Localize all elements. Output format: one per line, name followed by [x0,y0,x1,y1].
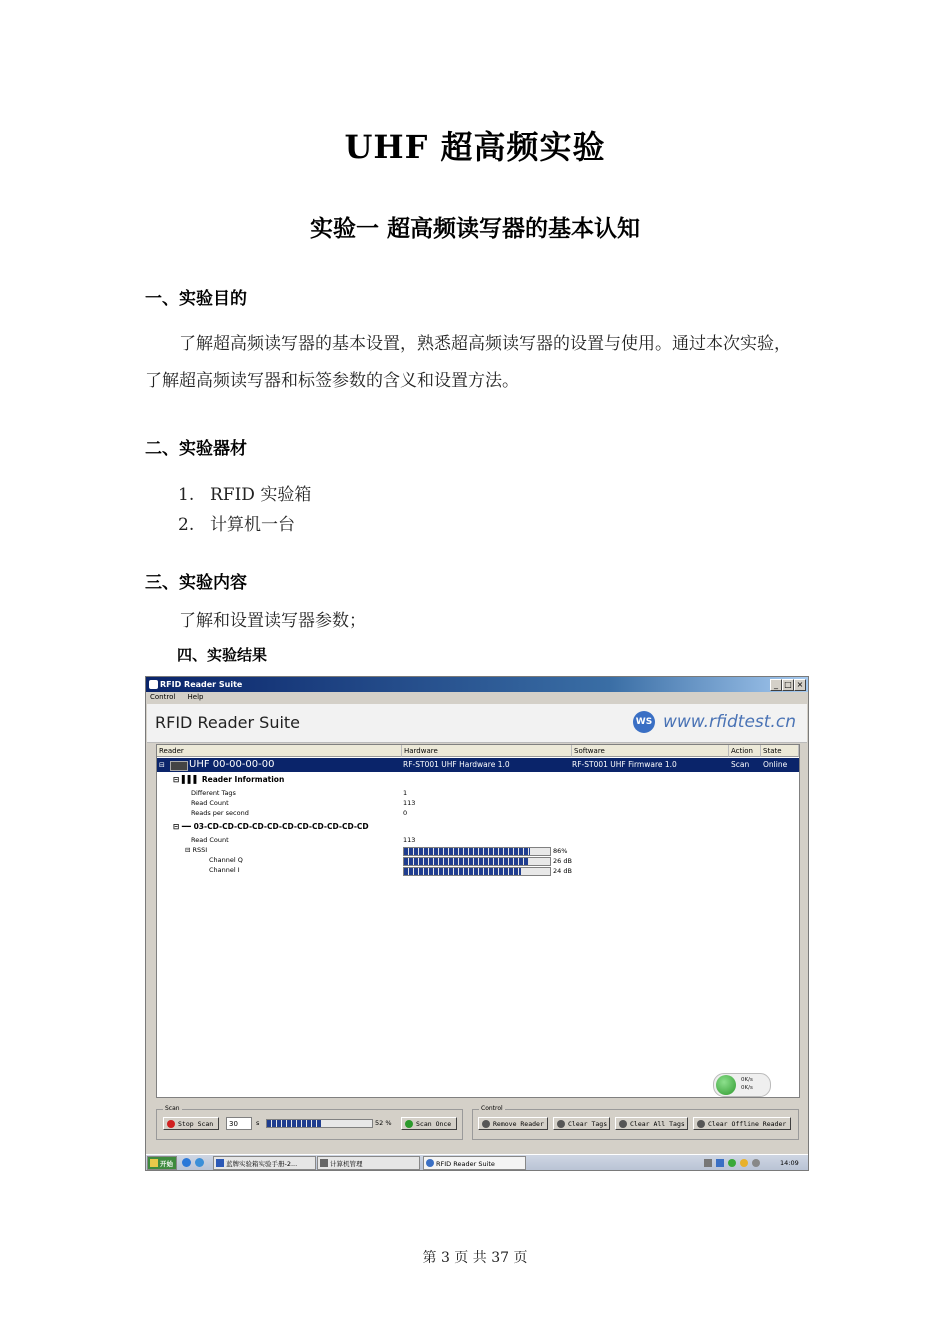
section-heading-equipment: 二、实验器材 [145,439,247,459]
play-icon [405,1120,413,1128]
taskbar-item[interactable] [317,1156,420,1170]
activity-badge [713,1073,771,1097]
info-value: 1 [403,789,408,797]
app-header [147,704,807,743]
screenshot-window [145,676,809,1171]
remove-reader-button[interactable] [478,1117,548,1130]
logo-icon: WS [633,711,655,733]
close-icon[interactable]: × [794,679,806,691]
reader-info-label: Reader Information [201,775,285,784]
purpose-paragraph: 了解超高频读写器的基本设置，熟悉超高频读写器的设置与使用。通过本次实验，了解超高频读写器和标签参数的含义和设置方法。 [145,334,791,391]
scan-group-label: Scan [165,1105,180,1112]
scan-once-label: Scan Once [416,1120,452,1128]
scan-once-button[interactable] [401,1117,457,1130]
column-header-software[interactable]: Software [572,745,729,757]
section-heading-result: 四、实验结果 [177,646,268,664]
section-heading-purpose: 一、实验目的 [145,289,247,309]
tray-icon[interactable] [704,1159,712,1167]
rssi-bar [403,847,551,856]
control-group-label: Control [481,1105,503,1112]
reader-state: Online [763,760,788,769]
stop-scan-button[interactable] [163,1117,219,1130]
network-icon[interactable] [716,1159,724,1167]
clear-offline-label: Clear Offline Reader [708,1120,787,1128]
info-label: Different Tags [191,789,236,797]
reader-row[interactable] [157,758,799,772]
clear-icon [697,1120,705,1128]
collapse-icon[interactable]: ⊟ [159,761,165,769]
maximize-icon[interactable]: □ [782,679,794,691]
page-footer: 第 3 页 共 37 页 [422,1250,528,1266]
rssi-label: RSSI [192,846,208,854]
start-label: 开始 [160,1160,173,1168]
clear-tags-label: Clear Tags [568,1120,608,1128]
tray-icon[interactable] [728,1159,736,1167]
equipment-item [178,510,295,535]
window-title: RFID Reader Suite [160,680,243,689]
activity-indicator-icon [716,1075,736,1095]
reader-info-node[interactable]: ⊟ ▌▌▌ Reader Information [173,775,285,784]
download-rate: 0K/s [741,1085,753,1091]
menu-help[interactable]: Help [187,693,204,701]
clear-icon [557,1120,565,1128]
barcode-icon: ▌▌▌ [181,775,200,784]
list-number: 1. [178,485,195,505]
menu-bar [146,692,808,703]
rssi-node[interactable]: ⊟ RSSI [185,846,208,854]
remove-icon [482,1120,490,1128]
channel-q-label: Channel Q [209,856,243,864]
column-header-action[interactable]: Action [729,745,761,757]
app-icon [149,680,158,689]
browser-icon[interactable] [195,1158,204,1167]
info-value: 113 [403,799,416,807]
interval-unit: s [256,1119,260,1127]
column-header-state[interactable]: State [761,745,799,757]
tag-read-value: 113 [403,836,416,844]
scan-progress-text: 52 % [375,1119,392,1127]
minimize-icon[interactable]: _ [770,679,782,691]
tag-id: 03-CD-CD-CD-CD-CD-CD-CD-CD-CD-CD-CD [193,822,369,831]
clear-tags-button[interactable] [553,1117,610,1130]
document-title: UHF 超高频实验 [344,128,606,166]
channel-i-label: Channel I [209,866,240,874]
reader-hardware: RF-ST001 UHF Hardware 1.0 [403,760,510,769]
clear-all-tags-label: Clear All Tags [630,1120,685,1128]
clear-icon [619,1120,627,1128]
app-title: RFID Reader Suite [155,713,301,732]
clear-all-tags-button[interactable] [615,1117,688,1130]
ie-icon[interactable] [182,1158,191,1167]
menu-control[interactable]: Control [150,693,176,701]
taskbar [146,1154,808,1171]
section-heading-content: 三、实验内容 [145,573,247,593]
volume-icon[interactable] [752,1159,760,1167]
start-button[interactable] [147,1156,177,1170]
taskbar-item[interactable] [213,1156,316,1170]
list-number: 2. [178,515,195,535]
interval-value: 30 [229,1120,238,1128]
website-url: www.rfidtest.cn [663,712,796,732]
experiment-subtitle: 实验一 超高频读写器的基本认知 [309,215,640,242]
taskbar-item-label: 蓝牌实验箱实验手册-2... [226,1160,298,1168]
taskbar-item-label: RFID Reader Suite [436,1160,495,1168]
channel-i-bar [403,867,551,876]
list-text: 计算机一台 [210,515,295,535]
clear-offline-reader-button[interactable] [693,1117,791,1130]
tag-icon: ━━ [181,822,191,831]
channel-q-bar [403,857,551,866]
taskbar-item-label: 计算机管理 [330,1160,363,1168]
reader-action[interactable]: Scan [731,760,750,769]
reader-device-icon [170,761,188,771]
scan-progress-bar [266,1119,373,1128]
column-header-reader[interactable]: Reader [157,745,402,757]
window-titlebar [146,677,808,692]
rfid-app-icon [426,1159,434,1167]
word-icon [216,1159,224,1167]
list-text: RFID 实验箱 [210,485,312,505]
rssi-value: 86% [553,847,568,855]
equipment-item [178,480,311,505]
stop-icon [167,1120,175,1128]
remove-reader-label: Remove Reader [493,1120,544,1128]
upload-rate: 0K/s [741,1077,753,1083]
windows-icon [150,1159,158,1167]
reader-tree-panel [156,744,800,1098]
info-label: Reads per second [191,809,249,817]
tray-icon[interactable] [740,1159,748,1167]
interval-spinner[interactable] [226,1117,252,1130]
channel-i-value: 24 dB [553,867,572,875]
channel-q-value: 26 dB [553,857,572,865]
content-paragraph: 了解和设置读写器参数； [179,611,366,631]
stop-scan-label: Stop Scan [178,1120,214,1128]
computer-icon [320,1159,328,1167]
info-value: 0 [403,809,408,817]
reader-name: UHF 00-00-00-00 [189,759,275,770]
column-header-hardware[interactable]: Hardware [402,745,572,757]
reader-software: RF-ST001 UHF Firmware 1.0 [572,760,677,769]
clock: 14:09 [780,1159,799,1167]
taskbar-item[interactable] [423,1156,526,1170]
info-label: Read Count [191,799,229,807]
tag-node[interactable]: ⊟ ━━ 03-CD-CD-CD-CD-CD-CD-CD-CD-CD-CD-CD [173,822,369,831]
tag-read-label: Read Count [191,836,229,844]
